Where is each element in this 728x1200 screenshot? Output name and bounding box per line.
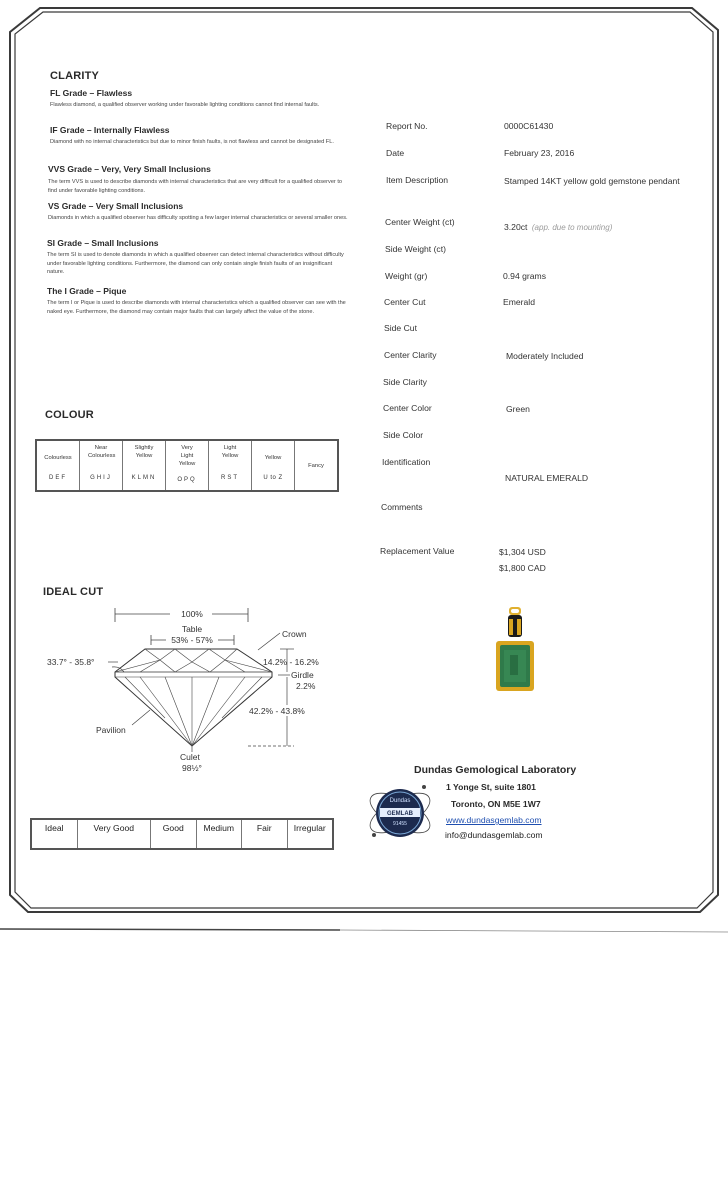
lab-email[interactable]: info@dundasgemlab.com: [445, 830, 543, 840]
side-color-label: Side Color: [383, 430, 424, 440]
colour-name: Very Light Yellow: [178, 445, 196, 467]
emerald-pendant-image: [490, 605, 540, 695]
item-description-label: Item Description: [386, 175, 449, 185]
cut-grade-very-good: Very Good: [78, 820, 152, 848]
cut-grade-irregular: Irregular: [293, 823, 326, 833]
weight-label: Weight (gr): [385, 271, 428, 281]
crown-label: Crown: [282, 629, 307, 639]
center-weight-group: [504, 217, 612, 235]
lab-address-line2: Toronto, ON M5E 1W7: [451, 799, 541, 809]
weight-value: 0.94 grams: [503, 271, 546, 281]
grade-fl-title: FL Grade – Flawless: [50, 88, 133, 98]
colour-name: Slightly Yellow: [134, 445, 154, 459]
replacement-value-usd: $1,304 USD: [499, 547, 546, 557]
cut-grade-medium: Medium: [197, 820, 243, 848]
cut-grade-ideal: Ideal: [32, 820, 78, 848]
cut-grade-good: Good: [151, 820, 197, 848]
crown-angle-label: 33.7° - 35.8°: [47, 657, 95, 667]
table-label: Table: [181, 624, 203, 634]
center-weight-label: Center Weight (ct): [385, 217, 455, 227]
pavilion-label: Pavilion: [96, 725, 126, 735]
replacement-value-label: Replacement Value: [380, 546, 455, 556]
grade-i-title: The I Grade – Pique: [47, 286, 127, 296]
pavilion-depth-label: 42.2% - 43.8%: [249, 706, 305, 716]
center-color-label: Center Color: [383, 403, 432, 413]
date-value: February 23, 2016: [504, 148, 575, 158]
report-no-value: 0000C61430: [504, 121, 554, 131]
center-clarity-value: Moderately Included: [506, 351, 584, 361]
comments-label: Comments: [381, 502, 423, 512]
girdle-label: Girdle: [291, 670, 314, 680]
lab-seal-logo: [364, 777, 440, 853]
grade-vvs-title: VVS Grade – Very, Very Small Inclusions: [48, 164, 211, 174]
grade-vs-desc: Diamonds in which a qualified observer has difficulty spotting a few larger internal characteristics or several smaller ones.: [48, 215, 348, 221]
side-cut-label: Side Cut: [384, 323, 417, 333]
colour-name: Yellow: [264, 455, 282, 461]
center-cut-label: Center Cut: [384, 297, 426, 307]
table-range-label: 53% - 57%: [171, 635, 213, 645]
center-cut-value: Emerald: [503, 297, 535, 307]
girdle-pct-label: 2.2%: [296, 681, 316, 691]
ideal-cut-title: IDEAL CUT: [43, 586, 104, 598]
colour-cell-light-yellow: [209, 441, 252, 490]
colour-cell-very-light-yellow: [166, 441, 209, 490]
colour-name: Light Yellow: [221, 445, 239, 459]
culet-label: Culet: [180, 752, 200, 762]
replacement-value-cad: $1,800 CAD: [499, 563, 546, 573]
center-clarity-label: Center Clarity: [384, 350, 437, 360]
colour-cell-colourless: [37, 441, 80, 490]
colour-cell-fancy: [295, 441, 337, 490]
grade-if-title: IF Grade – Internally Flawless: [50, 125, 170, 135]
lab-name: Dundas Gemological Laboratory: [414, 764, 577, 776]
side-clarity-label: Side Clarity: [383, 377, 427, 387]
colour-cell-yellow: [252, 441, 295, 490]
grade-si-desc: The term SI is used to denote diamonds in which a qualified observer can detect internal characteristics without difficulty under favorable lighting conditions. Furthermore, the diamond can only contain single finish faults of an insignificant nature.: [47, 252, 344, 276]
svg-text:91455: 91455: [393, 821, 407, 827]
item-description-value: Stamped 14KT yellow gold gemstone pendant: [504, 176, 680, 186]
crown-height-label: 14.2% - 16.2%: [263, 657, 319, 667]
grade-vvs-desc: The term VVS is used to describe diamonds with internal characteristics that are very difficult for a qualified observer to find under favorable lighting conditions.: [48, 179, 343, 194]
lab-website-link[interactable]: www.dundasgemlab.com: [446, 815, 542, 825]
ideal-cut-diagram: [0, 600, 360, 780]
colour-letters: U to Z: [263, 475, 283, 481]
colour-letters: KLMN: [131, 475, 157, 481]
identification-value: NATURAL EMERALD: [505, 473, 589, 483]
identification-label: Identification: [382, 457, 431, 467]
svg-text:Dundas: Dundas: [389, 798, 411, 804]
grade-vs-title: VS Grade – Very Small Inclusions: [48, 201, 184, 211]
colour-letters: GHIJ: [90, 475, 112, 481]
full-width-label: 100%: [181, 609, 203, 619]
grade-si-title: SI Grade – Small Inclusions: [47, 238, 159, 248]
cut-grade-table: [30, 818, 334, 850]
colour-title: COLOUR: [45, 409, 94, 421]
lab-address-line1: 1 Yonge St, suite 1801: [446, 782, 536, 792]
colour-cell-slightly-yellow: [123, 441, 166, 490]
clarity-title: CLARITY: [50, 70, 100, 82]
center-color-value: Green: [506, 404, 530, 414]
side-weight-label: Side Weight (ct): [385, 244, 446, 254]
report-no-label: Report No.: [386, 121, 428, 131]
colour-letters: OPQ: [177, 477, 197, 483]
culet-pct-label: 98½°: [182, 763, 202, 773]
colour-name: Fancy: [308, 463, 324, 469]
svg-text:GEMLAB: GEMLAB: [387, 811, 413, 817]
colour-name: Near Colourless: [88, 445, 116, 459]
cut-grade-fair: Fair: [242, 820, 288, 848]
center-weight-note: (app. due to mounting): [531, 223, 613, 232]
center-weight-value: 3.20ct: [504, 222, 528, 232]
grade-if-desc: Diamond with no internal characteristics but due to minor finish faults, is not flawless and cannot be designated FL.: [50, 139, 334, 145]
colour-name: Colourless: [44, 455, 72, 461]
colour-letters: DEF: [49, 475, 67, 481]
date-label: Date: [386, 148, 405, 158]
colour-letters: RST: [221, 475, 239, 481]
grade-i-desc: The term I or Pique is used to describe diamonds with internal characteristics which a qualified observer can see with the naked eye. Furthermore, the diamond may contain major faults that can largely affect the value of the stone.: [47, 300, 346, 315]
grade-fl-desc: Flawless diamond, a qualified observer working under favorable lighting conditions cannot find internal faults.: [50, 102, 320, 108]
colour-scale-table: [35, 439, 339, 492]
colour-cell-near-colourless: [80, 441, 123, 490]
